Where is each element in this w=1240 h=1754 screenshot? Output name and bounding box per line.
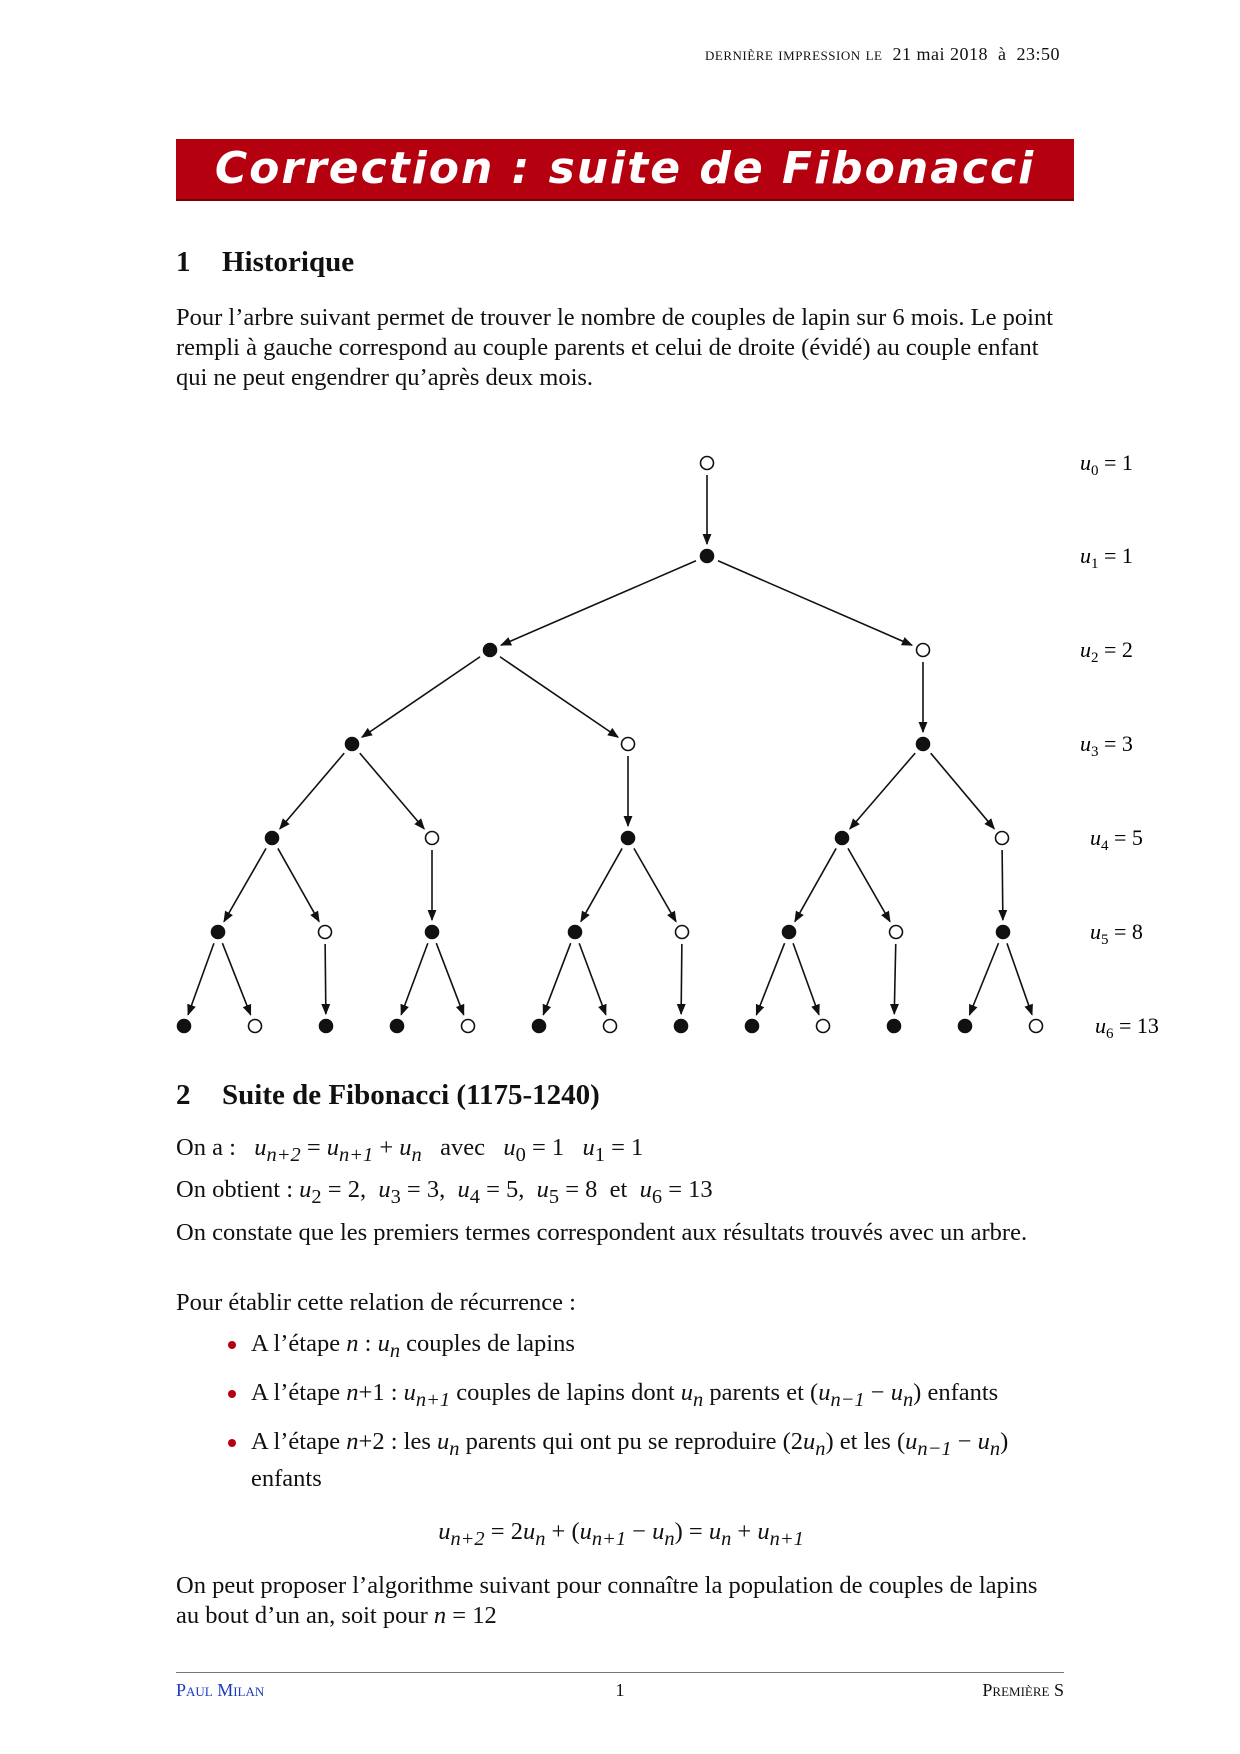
child-couple-node <box>604 1020 617 1033</box>
tree-edge-arrow <box>360 753 424 829</box>
section-1-paragraph: Pour l’arbre suivant permet de trouver le nombre de couples de lapin sur 6 mois. Le point rempli à gauche correspond au couple parents et celui de droite (évidé) au couple enfant qui ne peut engendrer qu’après deux mois. <box>176 304 1053 391</box>
level-label-u5: $u_5 = 8$ <box>1090 919 1143 948</box>
closing-paragraph: On peut proposer l’algorithme suivant pour connaître la population de couples de lapins au bout d’un an, soit pour n = 12 <box>176 1572 1038 1629</box>
child-couple-node <box>462 1020 475 1033</box>
parent-couple-node <box>391 1020 404 1033</box>
parent-couple-node <box>959 1020 972 1033</box>
section-1-number: 1 <box>176 246 191 278</box>
parent-couple-node <box>675 1020 688 1033</box>
level-label-u2: $u_2 = 2$ <box>1080 637 1133 666</box>
parent-couple-node <box>320 1020 333 1033</box>
step-n-b: : <box>364 1330 372 1357</box>
child-couple-node <box>676 926 689 939</box>
tree-edge-arrow <box>931 753 995 829</box>
line1-avec: avec <box>440 1134 485 1161</box>
parent-couple-node <box>701 550 714 563</box>
step-n-plus-2: A l’étape n+2 : les $u_n$ parents qui ont pu se reproduire $(2u_n)$ et les $(u_{n-1} - u_n)$ enfants <box>226 1427 1066 1494</box>
tree-edge-arrow <box>634 848 676 921</box>
recurrence-line: On a : $u_{n+2} = u_{n+1} + u_n$ avec $u_0 = 1$ $u_1 = 1$ <box>176 1134 644 1166</box>
page-title: Correction : suite de Fibonacci <box>214 143 1036 194</box>
step-n-plus-1: A l’étape n+1 : $u_{n+1}$ couples de lapins dont $u_n$ parents et $(u_{n-1} - u_n)$ enfants <box>226 1378 1066 1415</box>
child-couple-node <box>890 926 903 939</box>
line2-prefix: On obtient : <box>176 1176 294 1203</box>
child-couple-node <box>701 457 714 470</box>
parent-couple-node <box>888 1020 901 1033</box>
tree-edge-arrow <box>756 943 784 1015</box>
parent-couple-node <box>836 832 849 845</box>
parent-couple-node <box>266 832 279 845</box>
parent-couple-node <box>533 1020 546 1033</box>
step-n2-d: et les <box>839 1427 891 1455</box>
step-n1-b: : <box>390 1378 398 1406</box>
closing-value: 12 <box>472 1602 497 1629</box>
step-n1-c: couples de lapins dont <box>456 1378 675 1406</box>
level-label-u6: $u_6 = 13$ <box>1095 1013 1159 1042</box>
step-n1-e: enfants <box>927 1378 999 1406</box>
observation-paragraph: On constate que les premiers termes correspondent aux résultats trouvés avec un arbre. <box>176 1219 1028 1246</box>
recurrence-steps <box>226 1329 1066 1506</box>
parent-couple-node <box>783 926 796 939</box>
tree-edge-arrow <box>401 943 428 1015</box>
tree-edge-arrow <box>718 561 912 645</box>
print-date: 21 mai 2018 <box>892 44 988 64</box>
tree-edge-arrow <box>436 943 463 1015</box>
tree-edge-arrow <box>850 753 915 829</box>
tree-edge-arrow <box>581 848 622 921</box>
step-n-c: couples de lapins <box>406 1330 575 1357</box>
level-label-u3: $u_3 = 3$ <box>1080 731 1133 760</box>
tree-edge-arrow <box>278 848 319 921</box>
child-couple-node <box>249 1020 262 1033</box>
tree-edge-arrow <box>325 944 326 1014</box>
level-label-u4: $u_4 = 5$ <box>1090 825 1143 854</box>
footer-author: Paul Milan <box>176 1680 265 1700</box>
footer-rule <box>176 1672 1064 1673</box>
step-n1-d: parents et <box>709 1378 804 1406</box>
tree-labels <box>1080 450 1159 1042</box>
section-2-title: Suite de Fibonacci (1175-1240) <box>222 1079 600 1111</box>
step-n1-a: A l’étape <box>251 1378 341 1406</box>
print-time: 23:50 <box>1016 44 1060 64</box>
closing-text: On peut proposer l’algorithme suivant pour connaître la population de couples de lapins au bout d’un an, soit pour <box>176 1572 1038 1629</box>
footer-page: 1 <box>615 1680 625 1700</box>
tree-edge-arrow <box>793 943 819 1014</box>
parent-couple-node <box>622 832 635 845</box>
line1-prefix: On a : <box>176 1134 236 1161</box>
parent-couple-node <box>917 738 930 751</box>
tree-edge-arrow <box>543 943 570 1015</box>
level-label-u1: $u_1 = 1$ <box>1080 543 1133 572</box>
line2-et: et <box>609 1176 628 1203</box>
tree-edge-arrow <box>280 753 344 829</box>
tree-edge-arrow <box>795 848 836 921</box>
tree-edge-arrow <box>224 848 266 921</box>
tree-edge-arrow <box>894 944 895 1014</box>
recurrence-intro: Pour établir cette relation de récurrence : <box>176 1289 576 1316</box>
tree-edge-arrow <box>848 848 890 921</box>
parent-couple-node <box>426 926 439 939</box>
tree-edges <box>188 475 1032 1015</box>
print-sep: à <box>997 44 1007 64</box>
step-n2-b: : les <box>390 1427 431 1455</box>
tree-edge-arrow <box>1002 850 1003 920</box>
step-n: A l’étape n : $u_n$ couples de lapins <box>226 1329 1066 1366</box>
parent-couple-node <box>746 1020 759 1033</box>
obtained-values-line: On obtient : $u_2 = 2$, $u_3 = 3$, $u_4 = 5$, $u_5 = 8$ et $u_6 = 13$ <box>176 1176 713 1208</box>
recurrence-formula: $u_{n+2} = 2u_n + (u_{n+1} - u_n) = u_n + u_{n+1}$ <box>438 1518 804 1550</box>
tree-edge-arrow <box>1007 943 1032 1014</box>
parent-couple-node <box>997 926 1010 939</box>
tree-edge-arrow <box>188 943 214 1014</box>
step-n2-e: enfants <box>251 1464 322 1492</box>
child-couple-node <box>917 644 930 657</box>
section-2-heading <box>176 1079 600 1112</box>
section-2-number: 2 <box>176 1079 191 1111</box>
tree-edge-arrow <box>222 943 250 1015</box>
parent-couple-node <box>484 644 497 657</box>
child-couple-node <box>622 738 635 751</box>
tree-edge-arrow <box>500 657 618 737</box>
step-n2-a: A l’étape <box>251 1427 341 1455</box>
tree-edge-arrow <box>579 943 606 1015</box>
child-couple-node <box>996 832 1009 845</box>
step-n-a: A l’étape <box>251 1330 341 1357</box>
footer-level: Première S <box>982 1680 1064 1700</box>
child-couple-node <box>319 926 332 939</box>
section-1-title: Historique <box>222 246 355 278</box>
tree-nodes <box>178 457 1043 1033</box>
parent-couple-node <box>346 738 359 751</box>
parent-couple-node <box>178 1020 191 1033</box>
tree-edge-arrow <box>681 944 682 1014</box>
child-couple-node <box>1030 1020 1043 1033</box>
child-couple-node <box>817 1020 830 1033</box>
parent-couple-node <box>212 926 225 939</box>
tree-edge-arrow <box>501 561 696 645</box>
tree-edge-arrow <box>362 657 480 737</box>
print-label: dernière impression le <box>705 44 883 64</box>
child-couple-node <box>426 832 439 845</box>
tree-edge-arrow <box>969 943 998 1015</box>
level-label-u0: $u_0 = 1$ <box>1080 450 1133 479</box>
step-n2-c: parents qui ont pu se reproduire <box>465 1427 777 1455</box>
parent-couple-node <box>569 926 582 939</box>
